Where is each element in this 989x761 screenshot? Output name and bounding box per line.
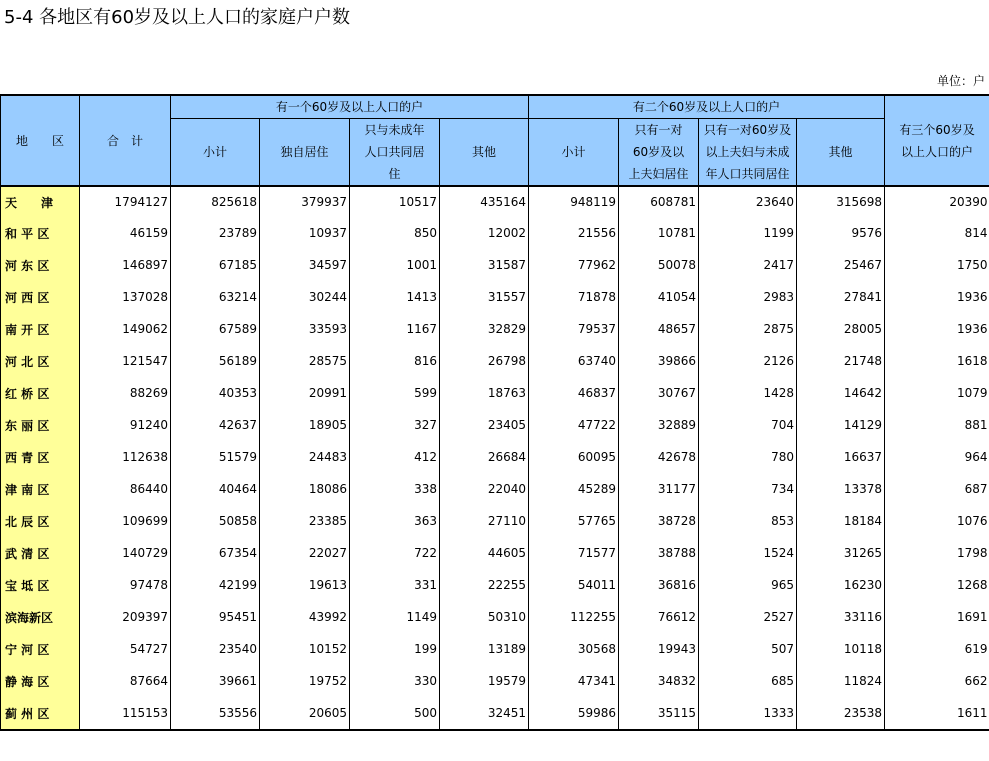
region-cell: 滨海新区 xyxy=(1,601,80,633)
value-cell-g2-other: 28005 xyxy=(797,313,885,345)
header-group1: 有一个60岁及以上人口的户 xyxy=(171,95,529,119)
value-cell-g1-other: 12002 xyxy=(440,217,529,249)
value-cell-total: 209397 xyxy=(80,601,171,633)
table-row xyxy=(1,601,989,633)
value-cell-g2-couple-only: 36816 xyxy=(619,569,699,601)
region-cell: 蓟 州 区 xyxy=(1,697,80,730)
value-cell-g1-alone: 23385 xyxy=(260,505,350,537)
value-cell-g2-subtotal: 45289 xyxy=(529,473,619,505)
value-cell-g1-alone: 22027 xyxy=(260,537,350,569)
value-cell-g2-couple-with-unmarried: 685 xyxy=(699,665,797,697)
table-body xyxy=(1,186,989,730)
value-cell-g1-with-unmarried: 331 xyxy=(350,569,440,601)
region-cell: 河 东 区 xyxy=(1,249,80,281)
value-cell-g2-couple-with-unmarried: 965 xyxy=(699,569,797,601)
value-cell-g1-with-unmarried: 338 xyxy=(350,473,440,505)
table-row xyxy=(1,633,989,665)
value-cell-g2-couple-only: 10781 xyxy=(619,217,699,249)
value-cell-g2-subtotal: 47722 xyxy=(529,409,619,441)
value-cell-g2-couple-with-unmarried: 734 xyxy=(699,473,797,505)
value-cell-g2-couple-with-unmarried: 2417 xyxy=(699,249,797,281)
value-cell-g2-other: 14642 xyxy=(797,377,885,409)
header-g2-other: 其他 xyxy=(797,119,885,187)
value-cell-g2-couple-only: 31177 xyxy=(619,473,699,505)
value-cell-g1-alone: 10937 xyxy=(260,217,350,249)
value-cell-g3: 20390 xyxy=(885,186,989,217)
value-cell-g3: 1618 xyxy=(885,345,989,377)
value-cell-g1-alone: 18905 xyxy=(260,409,350,441)
value-cell-total: 115153 xyxy=(80,697,171,730)
value-cell-g1-subtotal: 50858 xyxy=(171,505,260,537)
region-cell: 河 西 区 xyxy=(1,281,80,313)
value-cell-total: 1794127 xyxy=(80,186,171,217)
value-cell-g1-with-unmarried: 1001 xyxy=(350,249,440,281)
value-cell-g2-other: 16637 xyxy=(797,441,885,473)
value-cell-g2-couple-with-unmarried: 1524 xyxy=(699,537,797,569)
value-cell-g2-subtotal: 112255 xyxy=(529,601,619,633)
value-cell-g2-couple-only: 48657 xyxy=(619,313,699,345)
table-row xyxy=(1,697,989,730)
value-cell-g1-with-unmarried: 500 xyxy=(350,697,440,730)
value-cell-g1-other: 435164 xyxy=(440,186,529,217)
header-region: 地 区 xyxy=(1,95,80,186)
value-cell-total: 54727 xyxy=(80,633,171,665)
value-cell-g2-subtotal: 71878 xyxy=(529,281,619,313)
value-cell-g2-couple-with-unmarried: 23640 xyxy=(699,186,797,217)
value-cell-g3: 1936 xyxy=(885,281,989,313)
value-cell-g1-alone: 19613 xyxy=(260,569,350,601)
table-row xyxy=(1,665,989,697)
value-cell-g2-subtotal: 46837 xyxy=(529,377,619,409)
value-cell-g2-couple-with-unmarried: 2983 xyxy=(699,281,797,313)
value-cell-g2-couple-with-unmarried: 2875 xyxy=(699,313,797,345)
table-row xyxy=(1,345,989,377)
value-cell-g1-subtotal: 42199 xyxy=(171,569,260,601)
value-cell-g3: 1268 xyxy=(885,569,989,601)
value-cell-g1-other: 18763 xyxy=(440,377,529,409)
value-cell-g2-couple-with-unmarried: 1428 xyxy=(699,377,797,409)
region-cell: 河 北 区 xyxy=(1,345,80,377)
header-g2-couple-with-unmarried: 只有一对60岁及以上夫妇与未成年人口共同居住 xyxy=(699,119,797,187)
value-cell-g1-subtotal: 67589 xyxy=(171,313,260,345)
value-cell-g2-subtotal: 63740 xyxy=(529,345,619,377)
value-cell-g2-other: 9576 xyxy=(797,217,885,249)
value-cell-g3: 1611 xyxy=(885,697,989,730)
value-cell-g2-couple-only: 42678 xyxy=(619,441,699,473)
value-cell-g1-subtotal: 40464 xyxy=(171,473,260,505)
value-cell-g2-other: 21748 xyxy=(797,345,885,377)
value-cell-g1-other: 13189 xyxy=(440,633,529,665)
value-cell-g2-other: 11824 xyxy=(797,665,885,697)
value-cell-g2-couple-with-unmarried: 780 xyxy=(699,441,797,473)
header-group3: 有三个60岁及以上人口的户 xyxy=(885,95,989,186)
value-cell-g1-subtotal: 42637 xyxy=(171,409,260,441)
value-cell-g1-subtotal: 825618 xyxy=(171,186,260,217)
value-cell-g2-couple-only: 30767 xyxy=(619,377,699,409)
table-row xyxy=(1,249,989,281)
value-cell-g1-subtotal: 40353 xyxy=(171,377,260,409)
value-cell-g3: 1750 xyxy=(885,249,989,281)
value-cell-g1-other: 31587 xyxy=(440,249,529,281)
value-cell-g1-alone: 20991 xyxy=(260,377,350,409)
table-row xyxy=(1,505,989,537)
value-cell-g3: 964 xyxy=(885,441,989,473)
value-cell-g2-other: 25467 xyxy=(797,249,885,281)
header-g1-other: 其他 xyxy=(440,119,529,187)
value-cell-g2-other: 10118 xyxy=(797,633,885,665)
header-total: 合 计 xyxy=(80,95,171,186)
value-cell-g1-with-unmarried: 1149 xyxy=(350,601,440,633)
value-cell-g1-other: 31557 xyxy=(440,281,529,313)
value-cell-total: 87664 xyxy=(80,665,171,697)
value-cell-g1-subtotal: 23540 xyxy=(171,633,260,665)
value-cell-g1-alone: 20605 xyxy=(260,697,350,730)
region-cell: 东 丽 区 xyxy=(1,409,80,441)
value-cell-g3: 1798 xyxy=(885,537,989,569)
value-cell-g2-couple-only: 50078 xyxy=(619,249,699,281)
value-cell-g3: 662 xyxy=(885,665,989,697)
value-cell-g1-other: 19579 xyxy=(440,665,529,697)
value-cell-g3: 1691 xyxy=(885,601,989,633)
value-cell-g1-alone: 30244 xyxy=(260,281,350,313)
value-cell-g1-with-unmarried: 363 xyxy=(350,505,440,537)
value-cell-g1-other: 27110 xyxy=(440,505,529,537)
value-cell-g1-alone: 18086 xyxy=(260,473,350,505)
table-row xyxy=(1,569,989,601)
value-cell-total: 149062 xyxy=(80,313,171,345)
value-cell-g2-couple-only: 608781 xyxy=(619,186,699,217)
value-cell-g2-other: 33116 xyxy=(797,601,885,633)
value-cell-g2-couple-with-unmarried: 704 xyxy=(699,409,797,441)
value-cell-g2-subtotal: 79537 xyxy=(529,313,619,345)
table-row xyxy=(1,441,989,473)
value-cell-total: 91240 xyxy=(80,409,171,441)
value-cell-g2-couple-with-unmarried: 853 xyxy=(699,505,797,537)
region-cell: 宝 坻 区 xyxy=(1,569,80,601)
value-cell-g2-other: 31265 xyxy=(797,537,885,569)
value-cell-g2-subtotal: 71577 xyxy=(529,537,619,569)
data-table xyxy=(0,94,989,731)
value-cell-g1-subtotal: 23789 xyxy=(171,217,260,249)
table-row xyxy=(1,186,989,217)
value-cell-g1-subtotal: 67185 xyxy=(171,249,260,281)
value-cell-g2-subtotal: 47341 xyxy=(529,665,619,697)
value-cell-g2-couple-with-unmarried: 2126 xyxy=(699,345,797,377)
value-cell-g1-subtotal: 51579 xyxy=(171,441,260,473)
table-row xyxy=(1,409,989,441)
value-cell-g2-subtotal: 54011 xyxy=(529,569,619,601)
table-row xyxy=(1,537,989,569)
value-cell-g2-subtotal: 57765 xyxy=(529,505,619,537)
value-cell-g1-with-unmarried: 330 xyxy=(350,665,440,697)
table-row xyxy=(1,473,989,505)
value-cell-g2-subtotal: 77962 xyxy=(529,249,619,281)
value-cell-g1-other: 32829 xyxy=(440,313,529,345)
value-cell-g2-couple-only: 34832 xyxy=(619,665,699,697)
value-cell-g1-with-unmarried: 850 xyxy=(350,217,440,249)
value-cell-g3: 687 xyxy=(885,473,989,505)
value-cell-total: 86440 xyxy=(80,473,171,505)
value-cell-g1-with-unmarried: 199 xyxy=(350,633,440,665)
value-cell-g1-other: 22255 xyxy=(440,569,529,601)
value-cell-total: 109699 xyxy=(80,505,171,537)
value-cell-g2-other: 13378 xyxy=(797,473,885,505)
value-cell-g2-couple-only: 76612 xyxy=(619,601,699,633)
value-cell-g1-other: 26798 xyxy=(440,345,529,377)
value-cell-g1-other: 23405 xyxy=(440,409,529,441)
region-cell: 北 辰 区 xyxy=(1,505,80,537)
value-cell-g2-other: 16230 xyxy=(797,569,885,601)
value-cell-g2-couple-only: 32889 xyxy=(619,409,699,441)
value-cell-g2-other: 27841 xyxy=(797,281,885,313)
header-g2-couple-only: 只有一对60岁及以上夫妇居住 xyxy=(619,119,699,187)
value-cell-g1-with-unmarried: 327 xyxy=(350,409,440,441)
value-cell-total: 140729 xyxy=(80,537,171,569)
value-cell-g1-other: 50310 xyxy=(440,601,529,633)
value-cell-g1-with-unmarried: 816 xyxy=(350,345,440,377)
value-cell-g3: 881 xyxy=(885,409,989,441)
value-cell-total: 97478 xyxy=(80,569,171,601)
value-cell-g1-subtotal: 39661 xyxy=(171,665,260,697)
value-cell-g2-subtotal: 59986 xyxy=(529,697,619,730)
value-cell-g2-other: 18184 xyxy=(797,505,885,537)
table-row xyxy=(1,217,989,249)
region-cell: 天 津 xyxy=(1,186,80,217)
value-cell-g1-subtotal: 95451 xyxy=(171,601,260,633)
value-cell-total: 46159 xyxy=(80,217,171,249)
value-cell-g1-other: 44605 xyxy=(440,537,529,569)
table-row xyxy=(1,377,989,409)
value-cell-g1-with-unmarried: 1413 xyxy=(350,281,440,313)
region-cell: 宁 河 区 xyxy=(1,633,80,665)
value-cell-g2-couple-only: 38728 xyxy=(619,505,699,537)
value-cell-g1-with-unmarried: 599 xyxy=(350,377,440,409)
value-cell-total: 88269 xyxy=(80,377,171,409)
value-cell-g2-subtotal: 948119 xyxy=(529,186,619,217)
value-cell-g3: 1076 xyxy=(885,505,989,537)
value-cell-g2-other: 14129 xyxy=(797,409,885,441)
value-cell-g1-subtotal: 63214 xyxy=(171,281,260,313)
value-cell-g2-couple-only: 35115 xyxy=(619,697,699,730)
value-cell-g1-subtotal: 56189 xyxy=(171,345,260,377)
value-cell-g2-couple-with-unmarried: 1333 xyxy=(699,697,797,730)
table-row xyxy=(1,281,989,313)
value-cell-g1-alone: 379937 xyxy=(260,186,350,217)
value-cell-g1-with-unmarried: 1167 xyxy=(350,313,440,345)
value-cell-g2-couple-with-unmarried: 1199 xyxy=(699,217,797,249)
value-cell-g2-other: 315698 xyxy=(797,186,885,217)
value-cell-g3: 814 xyxy=(885,217,989,249)
header-g2-subtotal: 小计 xyxy=(529,119,619,187)
value-cell-g3: 1936 xyxy=(885,313,989,345)
value-cell-g1-other: 32451 xyxy=(440,697,529,730)
value-cell-total: 112638 xyxy=(80,441,171,473)
value-cell-g1-with-unmarried: 412 xyxy=(350,441,440,473)
region-cell: 南 开 区 xyxy=(1,313,80,345)
header-g1-subtotal: 小计 xyxy=(171,119,260,187)
value-cell-g3: 619 xyxy=(885,633,989,665)
region-cell: 津 南 区 xyxy=(1,473,80,505)
table-header xyxy=(1,95,989,186)
value-cell-g1-subtotal: 67354 xyxy=(171,537,260,569)
value-cell-g2-other: 23538 xyxy=(797,697,885,730)
header-group2: 有二个60岁及以上人口的户 xyxy=(529,95,885,119)
value-cell-g2-subtotal: 21556 xyxy=(529,217,619,249)
value-cell-g2-couple-only: 38788 xyxy=(619,537,699,569)
value-cell-g2-couple-with-unmarried: 507 xyxy=(699,633,797,665)
region-cell: 红 桥 区 xyxy=(1,377,80,409)
value-cell-g1-alone: 24483 xyxy=(260,441,350,473)
header-g1-with-unmarried: 只与未成年人口共同居住 xyxy=(350,119,440,187)
value-cell-g1-with-unmarried: 722 xyxy=(350,537,440,569)
value-cell-g1-with-unmarried: 10517 xyxy=(350,186,440,217)
page-title: 5-4 各地区有60岁及以上人口的家庭户户数 xyxy=(4,7,351,28)
value-cell-g3: 1079 xyxy=(885,377,989,409)
region-cell: 和 平 区 xyxy=(1,217,80,249)
table-row xyxy=(1,313,989,345)
value-cell-g1-other: 22040 xyxy=(440,473,529,505)
value-cell-g2-subtotal: 30568 xyxy=(529,633,619,665)
value-cell-g1-subtotal: 53556 xyxy=(171,697,260,730)
value-cell-g1-alone: 19752 xyxy=(260,665,350,697)
value-cell-g1-other: 26684 xyxy=(440,441,529,473)
header-g1-alone: 独自居住 xyxy=(260,119,350,187)
value-cell-g2-couple-only: 41054 xyxy=(619,281,699,313)
value-cell-g1-alone: 33593 xyxy=(260,313,350,345)
value-cell-total: 137028 xyxy=(80,281,171,313)
value-cell-g1-alone: 10152 xyxy=(260,633,350,665)
value-cell-total: 121547 xyxy=(80,345,171,377)
value-cell-g2-subtotal: 60095 xyxy=(529,441,619,473)
region-cell: 静 海 区 xyxy=(1,665,80,697)
value-cell-g2-couple-only: 39866 xyxy=(619,345,699,377)
unit-label: 单位：户 xyxy=(936,74,985,88)
value-cell-g2-couple-with-unmarried: 2527 xyxy=(699,601,797,633)
region-cell: 武 清 区 xyxy=(1,537,80,569)
value-cell-total: 146897 xyxy=(80,249,171,281)
value-cell-g1-alone: 34597 xyxy=(260,249,350,281)
value-cell-g2-couple-only: 19943 xyxy=(619,633,699,665)
value-cell-g1-alone: 28575 xyxy=(260,345,350,377)
region-cell: 西 青 区 xyxy=(1,441,80,473)
value-cell-g1-alone: 43992 xyxy=(260,601,350,633)
